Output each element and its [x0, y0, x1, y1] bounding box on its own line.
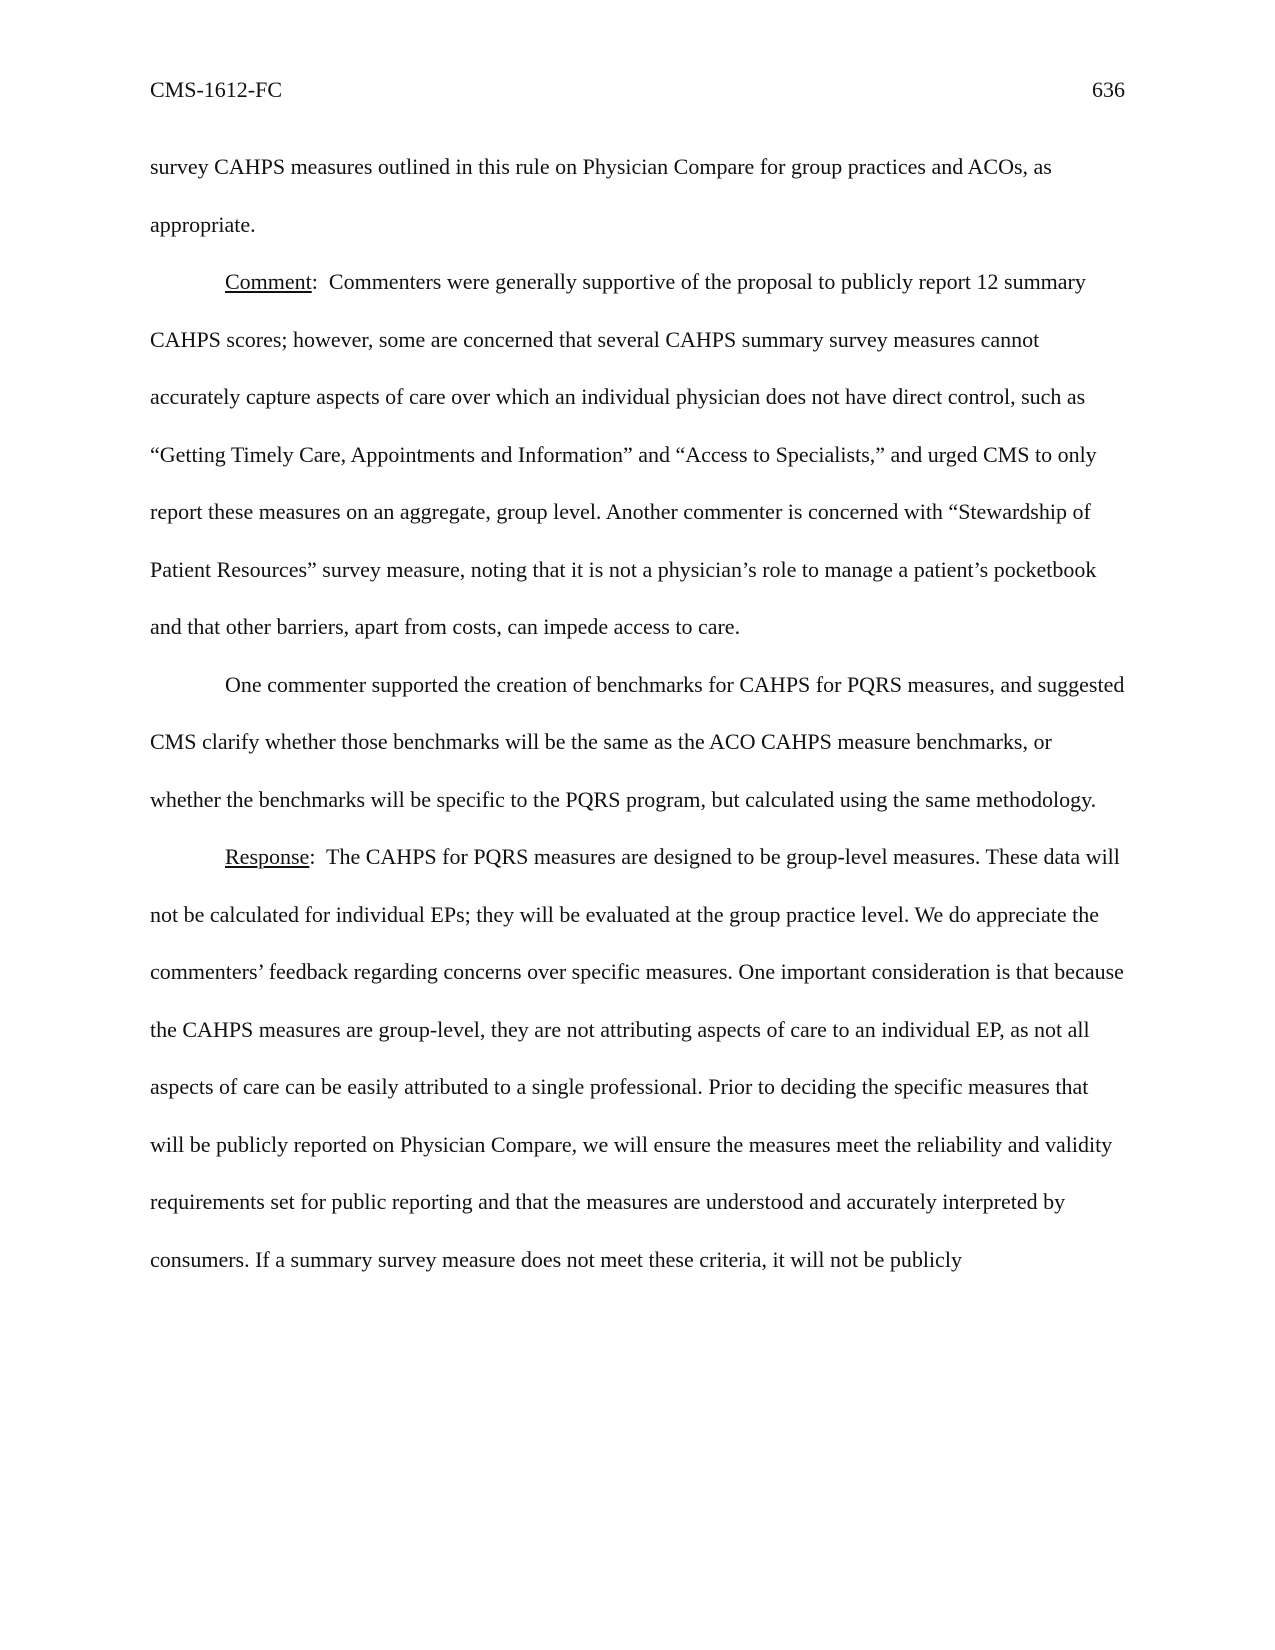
response-paragraph	[150, 828, 1125, 1288]
paragraph-continuation	[150, 138, 1125, 253]
label-separator: :	[311, 269, 329, 294]
response-label: Response	[225, 844, 310, 869]
paragraph-text: The CAHPS for PQRS measures are designed to be group-level measures. These data will not be calculated for individual EPs; they will be evaluated at the group practice level. We do appreciate the commenters’ feedback regarding concerns over specific measures. One important consideration is that because the CAHPS measures are group-level, they are not attributing aspects of care to an individual EP, as not all aspects of care can be easily attributed to a single professional. Prior to deciding the specific measures that will be publicly reported on Physician Compare, we will ensure the measures meet the reliability and validity requirements set for public reporting and that the measures are understood and accurately interpreted by consumers. If a summary survey measure does not meet these criteria, it will not be publicly	[150, 844, 1124, 1272]
comment-label: Comment	[225, 269, 312, 294]
page-header	[150, 72, 1125, 108]
paragraph-text: One commenter supported the creation of benchmarks for CAHPS for PQRS measures, and suggested CMS clarify whether those benchmarks will be the same as the ACO CAHPS measure benchmarks, or whether the benchmarks will be specific to the PQRS program, but calculated using the same methodology.	[150, 671, 1125, 812]
document-id: CMS-1612-FC	[150, 77, 283, 102]
page-number: 636	[1092, 77, 1125, 102]
label-separator: :	[309, 844, 327, 869]
benchmark-paragraph	[150, 656, 1125, 829]
body-text	[150, 138, 1125, 1288]
paragraph-text: Commenters were generally supportive of the proposal to publicly report 12 summary CAHPS scores; however, some are concerned that several CAHPS summary survey measures cannot accurately capture aspects of care over which an individual physician does not have direct control, such as “Getting Timely Care, Appointments and Information” and “Access to Specialists,” and urged CMS to only report these measures on an aggregate, group level. Another commenter is concerned with “Stewardship of Patient Resources” survey measure, noting that it is not a physician’s role to manage a patient’s pocketbook and that other barriers, apart from costs, can impede access to care.	[150, 269, 1097, 639]
paragraph-text: survey CAHPS measures outlined in this rule on Physician Compare for group practices and ACOs, as appropriate.	[150, 154, 1052, 237]
comment-paragraph	[150, 253, 1125, 656]
